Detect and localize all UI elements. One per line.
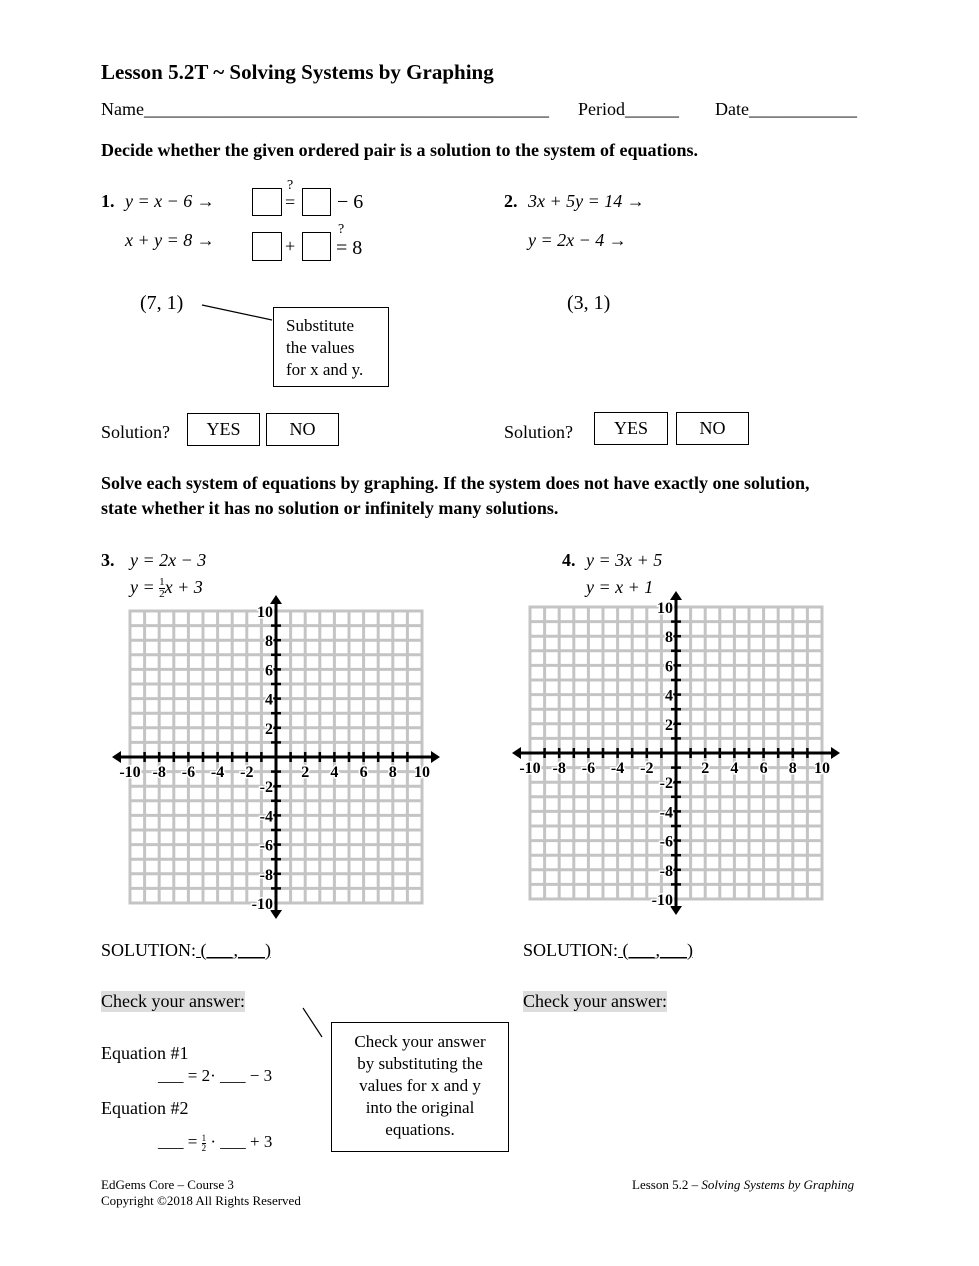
answer-box-x2[interactable] — [252, 232, 282, 261]
y-tick-label: -2 — [659, 775, 673, 793]
x-tick-label: 6 — [359, 764, 368, 781]
callout-line: by substituting the — [357, 1054, 483, 1073]
footer-copyright: Copyright ©2018 All Rights Reserved — [101, 1193, 301, 1208]
y-tick-label: 2 — [665, 716, 673, 734]
x-tick-label: -4 — [610, 760, 625, 777]
equals-eight: = 8 — [336, 237, 363, 259]
x-tick-label: 10 — [414, 764, 430, 781]
question-mark: ? — [287, 178, 294, 193]
x-tick-label: 8 — [388, 764, 397, 781]
equals-sign: = — [285, 192, 296, 212]
frac-den: 2 — [159, 588, 165, 601]
footer-lesson-title: Solving Systems by Graphing — [701, 1177, 855, 1192]
yes-button-2[interactable]: YES — [594, 412, 668, 445]
x-tick-label: 10 — [814, 760, 830, 777]
frac-num: 1 — [201, 1132, 207, 1143]
check-prefix: ___ = — [158, 1132, 202, 1151]
answer-box-x[interactable] — [252, 188, 282, 216]
x-tick-label: 2 — [701, 760, 710, 777]
coordinate-grid-3[interactable] — [110, 595, 450, 925]
y-tick-label: 10 — [657, 600, 673, 617]
check-answer-label-3: Check your answer: — [101, 991, 245, 1011]
problem-2-eq1: 3x + 5y = 14 → — [528, 191, 645, 211]
period-label: Period — [578, 99, 625, 119]
eq-prefix: y = — [130, 577, 160, 597]
instructions-2b: state whether it has no solution or infinitely many solutions. — [101, 498, 559, 518]
answer-box-y2[interactable] — [302, 232, 331, 261]
footer-course: EdGems Core – Course 3 — [101, 1177, 234, 1192]
x-tick-label: 4 — [730, 760, 739, 777]
equation-2-label: Equation #2 — [101, 1098, 189, 1118]
solution-blank-4[interactable]: (___,___) — [618, 940, 693, 960]
instructions-1: Decide whether the given ordered pair is a solution to the system of equations. — [101, 140, 698, 160]
x-tick-label: 2 — [301, 764, 310, 781]
y-tick-label: -4 — [659, 804, 673, 822]
x-tick-label: -6 — [581, 760, 596, 777]
x-tick-label: -6 — [181, 764, 196, 781]
x-tick-label: -2 — [240, 764, 254, 781]
period-field[interactable] — [578, 99, 679, 120]
callout-line: into the original — [365, 1098, 475, 1117]
problem-1-number: 1. — [101, 191, 115, 211]
problem-3-eq1: y = 2x − 3 — [130, 550, 207, 570]
solution-label-2: Solution? — [504, 422, 574, 442]
frac-den: 2 — [201, 1142, 207, 1153]
substitute-callout — [273, 307, 389, 387]
y-tick-label: 6 — [665, 658, 673, 676]
ordered-pair-1: (7, 1) — [140, 292, 184, 314]
problem-1-eq2: x + y = 8 → — [125, 230, 215, 250]
period-line: ______ — [625, 99, 679, 119]
problem-2-eq2: y = 2x − 4 → — [528, 230, 627, 250]
problem-4-eq1: y = 3x + 5 — [586, 550, 663, 570]
y-tick-label: -6 — [259, 837, 273, 855]
callout-line: equations. — [385, 1120, 455, 1139]
name-line: _____________________________________________ — [143, 99, 549, 119]
solution-blank-3[interactable]: (___,___) — [196, 940, 271, 960]
footer-lesson — [632, 1177, 854, 1193]
frac-num: 1 — [159, 576, 165, 589]
equation-1-check[interactable]: ___ = 2· ___ − 3 — [158, 1066, 273, 1085]
y-tick-label: -2 — [259, 779, 273, 797]
no-button-2[interactable]: NO — [676, 412, 749, 445]
solution-label-1: Solution? — [101, 422, 171, 442]
x-tick-label: 4 — [330, 764, 339, 781]
solution-label-4: SOLUTION: — [523, 940, 618, 960]
x-tick-label: -8 — [552, 760, 566, 777]
coordinate-grid-4[interactable] — [510, 591, 850, 921]
problem-4-eq2: y = x + 1 — [586, 577, 654, 597]
x-tick-label: 8 — [788, 760, 797, 777]
y-tick-label: 4 — [265, 691, 273, 709]
x-tick-label: -4 — [210, 764, 225, 781]
callout-line: the values — [286, 338, 355, 357]
solution-label-3: SOLUTION: — [101, 940, 196, 960]
problem-3-number: 3. — [101, 550, 115, 570]
callout-pointer-2 — [300, 1005, 330, 1040]
y-tick-label: 8 — [665, 629, 673, 647]
check-callout — [331, 1022, 509, 1152]
solution-field-4[interactable] — [523, 940, 693, 961]
question-mark-2: ? — [338, 222, 345, 237]
solution-field-3[interactable] — [101, 940, 271, 961]
no-button-1[interactable]: NO — [266, 413, 339, 446]
eq-suffix: x + 3 — [164, 577, 203, 597]
date-field[interactable] — [715, 99, 857, 120]
y-tick-label: -4 — [259, 808, 273, 826]
y-tick-label: 4 — [665, 687, 673, 705]
check-suffix: · ___ + 3 — [206, 1132, 273, 1151]
problem-4-number: 4. — [562, 550, 576, 570]
callout-line: Substitute — [286, 316, 355, 335]
equation-1-label: Equation #1 — [101, 1043, 189, 1063]
page-title: Lesson 5.2T ~ Solving Systems by Graphing — [101, 60, 494, 84]
y-tick-label: -6 — [659, 833, 673, 851]
yes-button-1[interactable]: YES — [187, 413, 260, 446]
callout-pointer-1 — [200, 300, 280, 325]
plus-sign: + — [285, 236, 296, 256]
y-tick-label: 10 — [257, 604, 273, 621]
callout-line: for x and y. — [286, 360, 364, 379]
y-tick-label: 6 — [265, 662, 273, 680]
y-tick-label: -8 — [259, 866, 273, 884]
x-tick-label: -10 — [119, 764, 141, 781]
answer-box-y[interactable] — [302, 188, 331, 216]
ordered-pair-2: (3, 1) — [567, 292, 611, 314]
problem-1-eq1: y = x − 6 → — [125, 191, 215, 211]
x-tick-label: -10 — [519, 760, 541, 777]
y-tick-label: 8 — [265, 633, 273, 651]
equation-2-check[interactable] — [158, 1132, 272, 1153]
name-field[interactable] — [101, 99, 549, 120]
y-tick-label: -10 — [651, 892, 673, 909]
name-label: Name — [101, 99, 144, 119]
y-tick-label: -10 — [251, 896, 273, 913]
x-tick-label: -8 — [152, 764, 166, 781]
x-tick-label: 6 — [759, 760, 768, 777]
footer-lesson-number: Lesson 5.2 – — [632, 1177, 702, 1192]
check-answer-label-4: Check your answer: — [523, 991, 667, 1011]
x-tick-label: -2 — [640, 760, 654, 777]
date-label: Date — [715, 99, 749, 119]
callout-line: values for x and y — [359, 1076, 481, 1095]
date-line: ____________ — [748, 99, 857, 119]
y-tick-label: -8 — [659, 862, 673, 880]
problem-2-number: 2. — [504, 191, 518, 211]
y-tick-label: 2 — [265, 720, 273, 738]
minus-six: − 6 — [337, 191, 364, 213]
instructions-2a: Solve each system of equations by graphing. If the system does not have exactly one solution, — [101, 473, 810, 493]
callout-line: Check your answer — [354, 1032, 486, 1051]
